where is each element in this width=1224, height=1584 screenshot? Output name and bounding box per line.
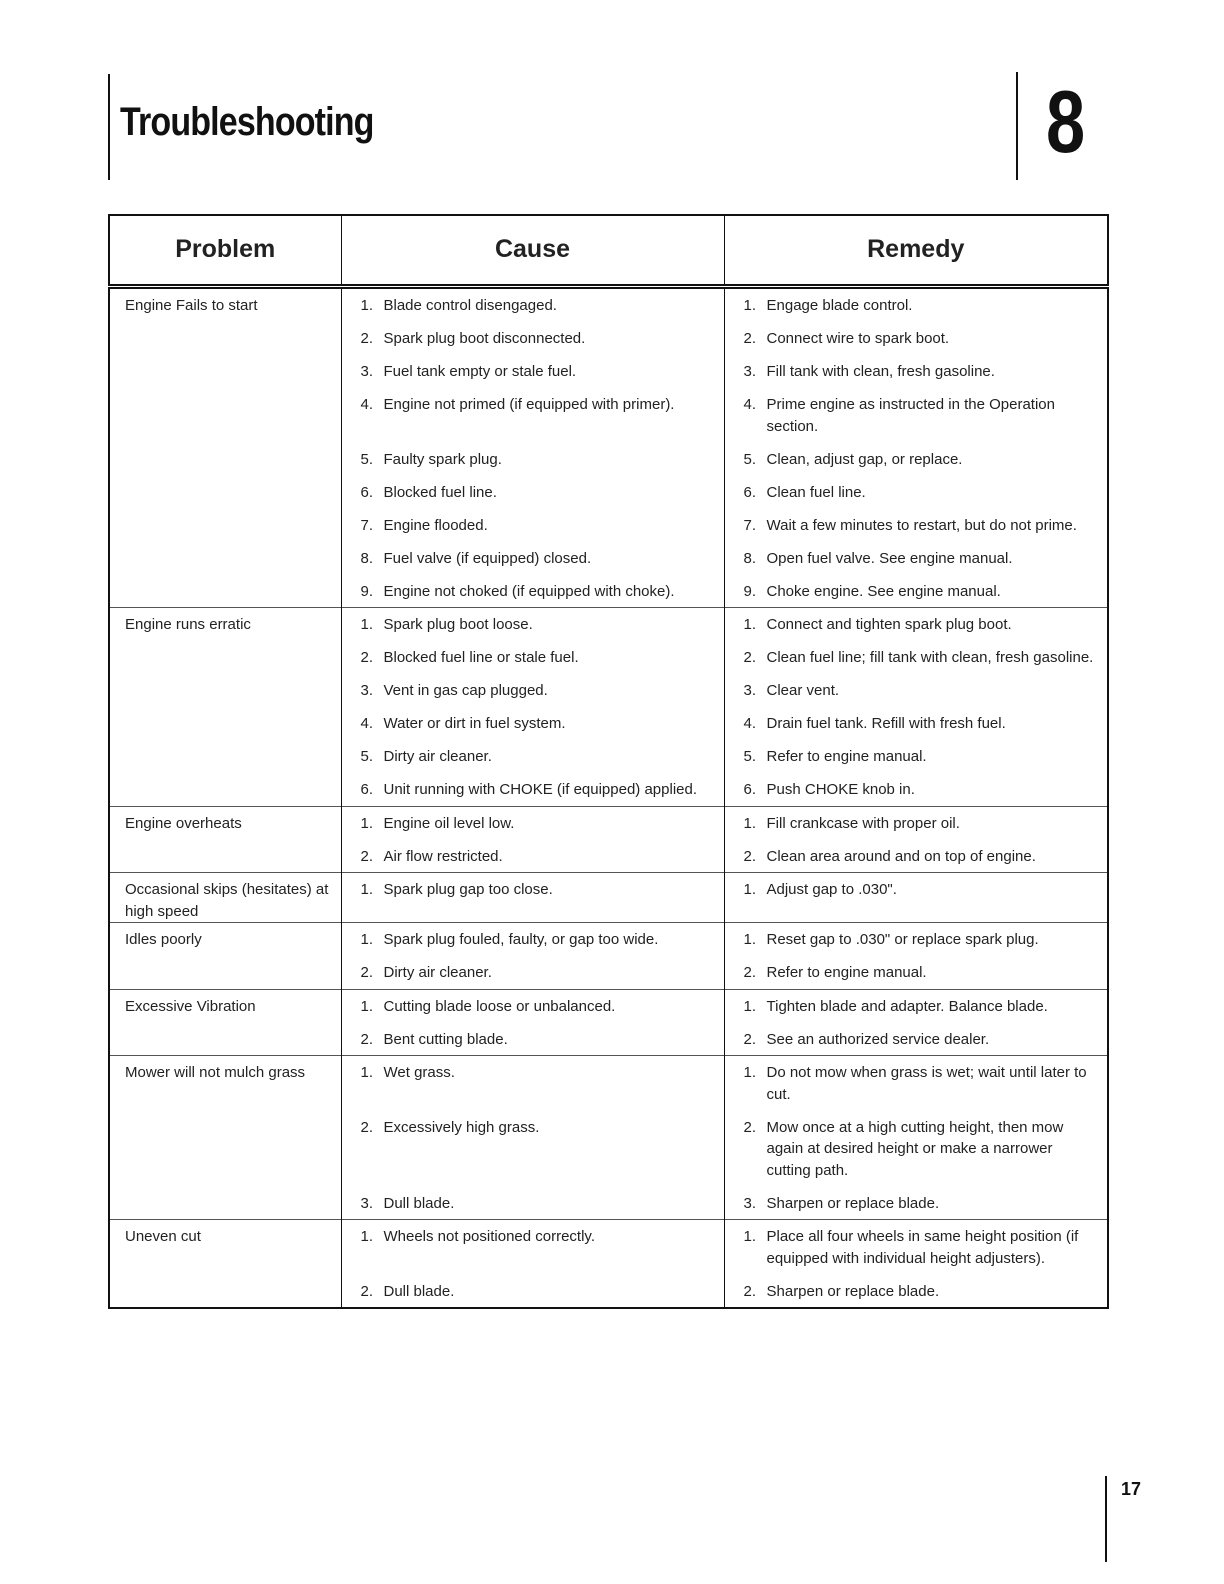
remedy-text-wrap [767, 1193, 1096, 1215]
cause-text-wrap [384, 713, 712, 735]
table-row [109, 923, 1108, 990]
cause-item [361, 581, 712, 603]
cause-text-wrap [384, 1226, 712, 1269]
remedy-text: Clear vent. [766, 682, 840, 699]
remedy-number: 6. [743, 781, 757, 798]
cause-text-wrap [384, 647, 712, 669]
cause-item [361, 548, 712, 570]
cause-text: Fuel tank empty or stale fuel. [383, 363, 577, 380]
remedy-number: 1. [743, 931, 757, 948]
column-header-cause: Cause [341, 215, 724, 287]
cause-text: Unit running with CHOKE (if equipped) applied. [383, 781, 697, 798]
chapter-number: 8 [1046, 72, 1086, 171]
problem-cell [109, 287, 341, 608]
cause-text-wrap [384, 1029, 712, 1051]
remedy-number: 6. [743, 483, 757, 501]
table-row [109, 608, 1108, 807]
problem-cell [109, 608, 341, 807]
remedy-item [744, 813, 1096, 835]
cause-text: Excessively high grass. [383, 1118, 540, 1136]
remedy-list [725, 289, 1108, 607]
problem-text: Engine overheats [125, 814, 242, 832]
problem-cell [109, 989, 341, 1056]
remedy-number: 4. [743, 715, 757, 732]
remedy-number: 3. [743, 363, 757, 380]
remedy-text: Clean fuel line. [766, 483, 866, 501]
cause-text-wrap [384, 515, 712, 537]
remedy-number: 5. [743, 450, 757, 468]
cause-item [361, 647, 712, 669]
cause-number: 4. [360, 715, 374, 732]
cause-number: 1. [360, 297, 374, 314]
cause-item [361, 295, 712, 317]
problem-text: Occasional skips (hesitates) at high speed [125, 881, 329, 920]
remedy-number: 3. [743, 1194, 757, 1212]
cause-item [361, 846, 712, 868]
remedy-text: Clean, adjust gap, or replace. [766, 450, 963, 468]
remedy-item [744, 295, 1096, 317]
cause-list [342, 1056, 724, 1219]
cause-item [361, 328, 712, 350]
remedy-cell [724, 287, 1108, 608]
table-row [109, 806, 1108, 873]
remedy-cell [724, 608, 1108, 807]
cause-cell [341, 923, 724, 990]
remedy-list [725, 1220, 1108, 1307]
remedy-item [744, 1029, 1096, 1051]
remedy-text-wrap [767, 779, 1096, 801]
cause-text: Wet grass. [383, 1064, 455, 1081]
cause-text: Water or dirt in fuel system. [383, 715, 566, 732]
cause-cell [341, 287, 724, 608]
remedy-number: 2. [743, 847, 757, 865]
problem-cell [109, 923, 341, 990]
remedy-text-wrap [767, 996, 1096, 1018]
cause-number: 2. [360, 847, 374, 865]
remedy-cell [724, 1056, 1108, 1220]
cause-number: 2. [360, 1030, 374, 1048]
remedy-text-wrap [767, 1281, 1096, 1303]
remedy-number: 2. [743, 649, 757, 666]
remedy-cell [724, 873, 1108, 923]
cause-text-wrap [384, 1062, 712, 1105]
cause-number: 2. [360, 1118, 374, 1136]
remedy-text-wrap [767, 295, 1096, 317]
remedy-item [744, 548, 1096, 570]
cause-text-wrap [384, 1281, 712, 1303]
remedy-item [744, 1226, 1096, 1269]
cause-text: Spark plug fouled, faulty, or gap too wide. [383, 931, 659, 948]
remedy-text-wrap [767, 1029, 1096, 1051]
remedy-number: 2. [743, 1030, 757, 1048]
cause-text: Dirty air cleaner. [383, 964, 492, 981]
cause-text-wrap [384, 328, 712, 350]
remedy-item [744, 879, 1096, 901]
remedy-item [744, 1062, 1096, 1105]
remedy-text: Choke engine. See engine manual. [766, 582, 1001, 600]
remedy-text: Drain fuel tank. Refill with fresh fuel. [766, 715, 1006, 732]
cause-number: 1. [360, 881, 374, 898]
cause-text-wrap [384, 548, 712, 570]
cause-item [361, 746, 712, 768]
remedy-number: 2. [743, 1282, 757, 1300]
cause-text: Blocked fuel line. [383, 483, 497, 501]
cause-text-wrap [384, 482, 712, 504]
cause-item [361, 482, 712, 504]
remedy-item [744, 1117, 1096, 1182]
remedy-list [725, 608, 1108, 806]
remedy-list [725, 873, 1108, 906]
remedy-item [744, 647, 1096, 669]
cause-cell [341, 989, 724, 1056]
remedy-text: Tighten blade and adapter. Balance blade. [766, 997, 1048, 1015]
remedy-text-wrap [767, 394, 1096, 437]
cause-text: Bent cutting blade. [383, 1030, 508, 1048]
cause-item [361, 1062, 712, 1105]
cause-item [361, 614, 712, 636]
remedy-cell [724, 806, 1108, 873]
cause-number: 5. [360, 748, 374, 765]
table-row [109, 873, 1108, 923]
cause-text-wrap [384, 295, 712, 317]
cause-item [361, 1193, 712, 1215]
cause-text-wrap [384, 879, 712, 901]
remedy-item [744, 361, 1096, 383]
cause-item [361, 962, 712, 984]
problem-text: Engine Fails to start [125, 297, 258, 314]
cause-text-wrap [384, 614, 712, 636]
cause-list [342, 289, 724, 607]
table-row [109, 287, 1108, 608]
remedy-text: Clean area around and on top of engine. [766, 847, 1036, 865]
cause-text: Faulty spark plug. [383, 450, 502, 468]
cause-item [361, 779, 712, 801]
remedy-text: Reset gap to .030" or replace spark plug. [766, 931, 1039, 948]
cause-text-wrap [384, 929, 712, 951]
page-number: 17 [1121, 1479, 1142, 1499]
cause-number: 4. [360, 396, 374, 413]
problem-cell [109, 873, 341, 923]
cause-number: 3. [360, 682, 374, 699]
remedy-number: 1. [743, 997, 757, 1015]
cause-item [361, 813, 712, 835]
cause-number: 6. [360, 781, 374, 798]
remedy-number: 2. [743, 964, 757, 981]
cause-text-wrap [384, 361, 712, 383]
remedy-text: Refer to engine manual. [766, 964, 927, 981]
cause-text: Fuel valve (if equipped) closed. [383, 549, 592, 567]
remedy-text: Prime engine as instructed in the Operation section. [766, 396, 1055, 435]
cause-text: Dirty air cleaner. [383, 748, 492, 765]
cause-item [361, 394, 712, 437]
cause-text: Blocked fuel line or stale fuel. [383, 649, 579, 666]
cause-list [342, 807, 724, 873]
cause-number: 6. [360, 483, 374, 501]
remedy-text-wrap [767, 1062, 1096, 1105]
remedy-item [744, 515, 1096, 537]
remedy-item [744, 929, 1096, 951]
cause-text-wrap [384, 746, 712, 768]
remedy-text-wrap [767, 879, 1096, 901]
cause-list [342, 923, 724, 989]
remedy-text-wrap [767, 515, 1096, 537]
remedy-item [744, 996, 1096, 1018]
cause-number: 1. [360, 814, 374, 832]
cause-item [361, 1117, 712, 1182]
cause-item [361, 1281, 712, 1303]
problem-cell [109, 1220, 341, 1309]
cause-number: 1. [360, 1228, 374, 1245]
cause-item [361, 996, 712, 1018]
table-row [109, 1220, 1108, 1309]
remedy-text-wrap [767, 680, 1096, 702]
cause-text: Air flow restricted. [383, 847, 503, 865]
remedy-item [744, 846, 1096, 868]
remedy-text: Connect and tighten spark plug boot. [766, 616, 1012, 633]
table-body [109, 287, 1108, 1309]
remedy-number: 2. [743, 330, 757, 347]
remedy-number: 2. [743, 1118, 757, 1136]
problem-cell [109, 806, 341, 873]
remedy-text: Connect wire to spark boot. [766, 330, 950, 347]
cause-list [342, 608, 724, 806]
cause-text-wrap [384, 680, 712, 702]
cause-text-wrap [384, 813, 712, 835]
cause-text: Blade control disengaged. [383, 297, 557, 314]
problem-text: Engine runs erratic [125, 616, 251, 633]
remedy-text-wrap [767, 962, 1096, 984]
cause-number: 2. [360, 330, 374, 347]
cause-text: Spark plug boot loose. [383, 616, 533, 633]
remedy-item [744, 614, 1096, 636]
remedy-text-wrap [767, 361, 1096, 383]
remedy-number: 1. [743, 814, 757, 832]
remedy-item [744, 713, 1096, 735]
cause-text-wrap [384, 996, 712, 1018]
cause-text-wrap [384, 581, 712, 603]
remedy-text-wrap [767, 1226, 1096, 1269]
cause-text: Engine oil level low. [383, 814, 515, 832]
cause-cell [341, 608, 724, 807]
cause-item [361, 361, 712, 383]
remedy-number: 1. [743, 616, 757, 633]
remedy-text-wrap [767, 846, 1096, 868]
cause-text-wrap [384, 449, 712, 471]
cause-cell [341, 1056, 724, 1220]
cause-item [361, 1226, 712, 1269]
cause-text: Spark plug boot disconnected. [383, 330, 586, 347]
table-header-row [109, 215, 1108, 287]
column-header-remedy: Remedy [724, 215, 1108, 287]
problem-text: Idles poorly [125, 931, 202, 948]
remedy-list [725, 990, 1108, 1056]
problem-text: Mower will not mulch grass [125, 1064, 306, 1081]
remedy-text: Sharpen or replace blade. [766, 1282, 940, 1300]
remedy-text: Sharpen or replace blade. [766, 1194, 940, 1212]
cause-number: 2. [360, 1282, 374, 1300]
cause-number: 2. [360, 649, 374, 666]
remedy-text: See an authorized service dealer. [766, 1030, 990, 1048]
problem-text: Excessive Vibration [125, 997, 256, 1015]
remedy-number: 1. [743, 881, 757, 898]
cause-text: Engine not choked (if equipped with choke). [383, 582, 675, 600]
page-title: Troubleshooting [120, 100, 374, 144]
remedy-text: Mow once at a high cutting height, then mow again at desired height or make a narrower cutting path. [766, 1118, 1064, 1179]
remedy-list [725, 1056, 1108, 1219]
remedy-item [744, 328, 1096, 350]
remedy-item [744, 962, 1096, 984]
cause-text-wrap [384, 962, 712, 984]
remedy-list [725, 807, 1108, 873]
remedy-text-wrap [767, 581, 1096, 603]
table-row [109, 989, 1108, 1056]
cause-text: Vent in gas cap plugged. [383, 682, 548, 699]
column-header-problem: Problem [109, 215, 341, 287]
cause-number: 1. [360, 997, 374, 1015]
remedy-item [744, 449, 1096, 471]
remedy-item [744, 746, 1096, 768]
cause-text-wrap [384, 1117, 712, 1182]
remedy-text: Fill tank with clean, fresh gasoline. [766, 363, 995, 380]
troubleshooting-table [108, 214, 1109, 1309]
remedy-text-wrap [767, 929, 1096, 951]
cause-text: Engine not primed (if equipped with primer). [383, 396, 675, 413]
cause-number: 1. [360, 616, 374, 633]
cause-list [342, 1220, 724, 1307]
remedy-number: 9. [743, 582, 757, 600]
cause-text: Spark plug gap too close. [383, 881, 553, 898]
remedy-text: Place all four wheels in same height position (if equipped with individual height adjusters). [766, 1228, 1079, 1267]
remedy-list [725, 923, 1108, 989]
remedy-text-wrap [767, 746, 1096, 768]
problem-text: Uneven cut [125, 1228, 201, 1245]
chapter-rule [1016, 72, 1018, 180]
remedy-text: Wait a few minutes to restart, but do not prime. [766, 516, 1077, 534]
remedy-item [744, 1281, 1096, 1303]
remedy-text: Push CHOKE knob in. [766, 781, 915, 798]
cause-number: 9. [360, 582, 374, 600]
cause-item [361, 680, 712, 702]
cause-item [361, 449, 712, 471]
cause-number: 8. [360, 549, 374, 567]
remedy-item [744, 680, 1096, 702]
remedy-text-wrap [767, 449, 1096, 471]
cause-text: Dull blade. [383, 1282, 455, 1300]
remedy-text-wrap [767, 614, 1096, 636]
cause-item [361, 879, 712, 901]
remedy-item [744, 779, 1096, 801]
cause-text: Wheels not positioned correctly. [383, 1228, 595, 1245]
remedy-number: 3. [743, 682, 757, 699]
remedy-number: 4. [743, 396, 757, 413]
remedy-cell [724, 989, 1108, 1056]
remedy-text: Refer to engine manual. [766, 748, 927, 765]
cause-text: Dull blade. [383, 1194, 455, 1212]
cause-list [342, 990, 724, 1056]
cause-number: 3. [360, 1194, 374, 1212]
cause-number: 3. [360, 363, 374, 380]
remedy-number: 5. [743, 748, 757, 765]
remedy-number: 7. [743, 516, 757, 534]
cause-text-wrap [384, 1193, 712, 1215]
remedy-text: Open fuel valve. See engine manual. [766, 549, 1013, 567]
remedy-item [744, 581, 1096, 603]
remedy-text-wrap [767, 548, 1096, 570]
remedy-text: Fill crankcase with proper oil. [766, 814, 960, 832]
remedy-cell [724, 1220, 1108, 1309]
remedy-text-wrap [767, 1117, 1096, 1182]
remedy-text: Adjust gap to .030". [766, 881, 897, 898]
remedy-number: 1. [743, 297, 757, 314]
cause-item [361, 1029, 712, 1051]
cause-text: Engine flooded. [383, 516, 488, 534]
remedy-item [744, 482, 1096, 504]
cause-cell [341, 1220, 724, 1309]
table-row [109, 1056, 1108, 1220]
remedy-item [744, 394, 1096, 437]
cause-list [342, 873, 724, 906]
title-rule [108, 74, 110, 180]
remedy-text-wrap [767, 647, 1096, 669]
cause-item [361, 713, 712, 735]
page-number-rule [1105, 1476, 1107, 1562]
problem-cell [109, 1056, 341, 1220]
cause-number: 1. [360, 931, 374, 948]
cause-item [361, 515, 712, 537]
cause-text-wrap [384, 394, 712, 437]
remedy-item [744, 1193, 1096, 1215]
cause-text: Cutting blade loose or unbalanced. [383, 997, 616, 1015]
remedy-number: 1. [743, 1064, 757, 1081]
cause-item [361, 929, 712, 951]
cause-number: 7. [360, 516, 374, 534]
remedy-text: Engage blade control. [766, 297, 913, 314]
remedy-cell [724, 923, 1108, 990]
remedy-text-wrap [767, 713, 1096, 735]
remedy-text-wrap [767, 482, 1096, 504]
remedy-number: 8. [743, 549, 757, 567]
remedy-text: Do not mow when grass is wet; wait until later to cut. [766, 1064, 1087, 1103]
cause-number: 5. [360, 450, 374, 468]
cause-text-wrap [384, 779, 712, 801]
cause-number: 1. [360, 1064, 374, 1081]
remedy-text-wrap [767, 328, 1096, 350]
remedy-number: 1. [743, 1228, 757, 1245]
remedy-text: Clean fuel line; fill tank with clean, fresh gasoline. [766, 649, 1094, 666]
cause-cell [341, 806, 724, 873]
cause-cell [341, 873, 724, 923]
cause-number: 2. [360, 964, 374, 981]
remedy-text-wrap [767, 813, 1096, 835]
cause-text-wrap [384, 846, 712, 868]
